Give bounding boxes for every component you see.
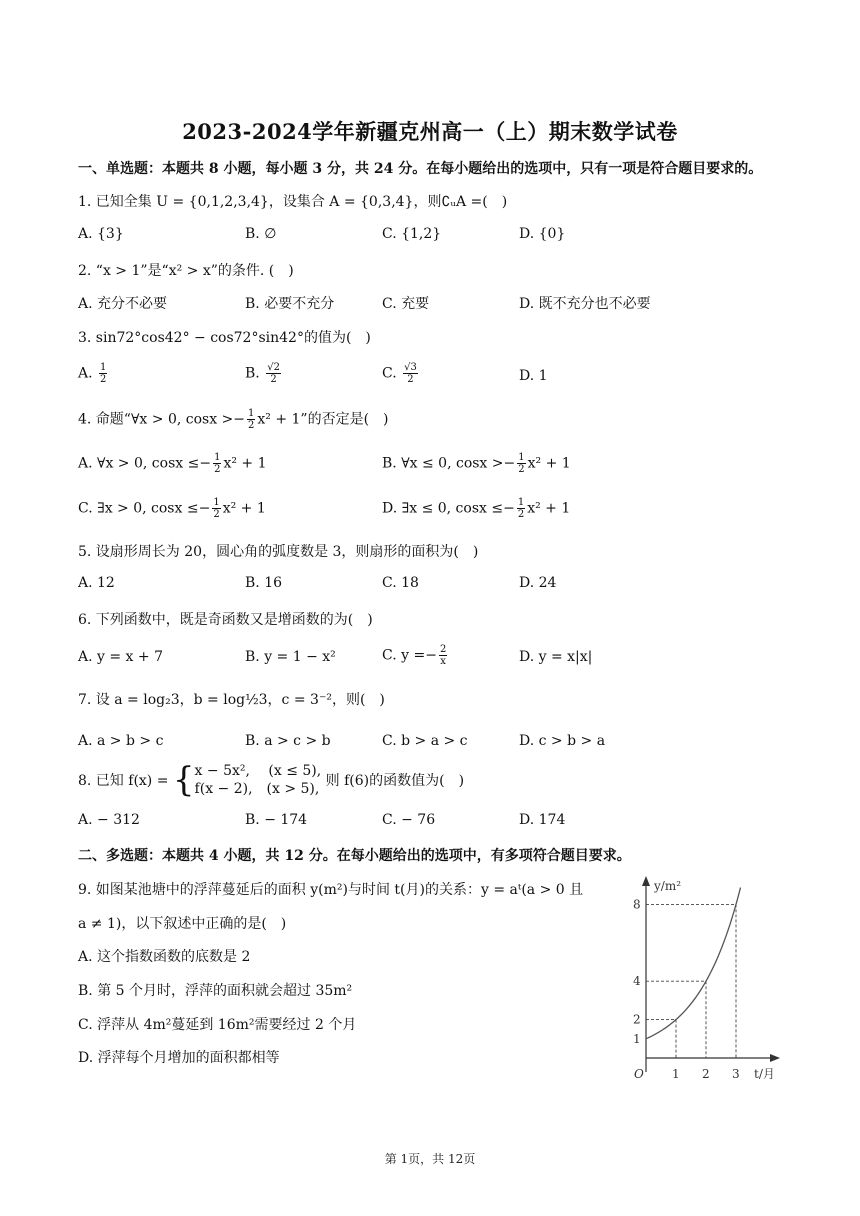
case-2: f(x − 2), (x > 5), [194, 781, 320, 797]
option-a: A. a > b > c [78, 733, 164, 749]
question-8 [78, 762, 464, 798]
denominator: 2 [518, 464, 525, 475]
page-title: 2023-2024学年新疆克州高一（上）期末数学试卷 [182, 119, 678, 144]
option-c [382, 644, 449, 667]
denominator: 2 [248, 420, 255, 431]
option-d: D. 1 [519, 368, 548, 384]
option-text: C. ∃x > 0, cosx ≤− [78, 500, 211, 517]
option-text: C. y =− [382, 647, 437, 664]
option-tail: x² + 1 [527, 455, 571, 472]
x-tick-label: 1 [672, 1067, 680, 1081]
option-a: A. 这个指数函数的底数是 2 [78, 949, 251, 965]
question-4-stem-b: x² + 1”的否定是( ) [257, 411, 389, 428]
option-text: D. ∃x ≤ 0, cosx ≤− [382, 500, 515, 517]
numerator: √2 [267, 362, 280, 373]
y-tick-label: 1 [633, 1031, 641, 1046]
option-label: A. [78, 365, 93, 382]
numerator: 2 [439, 644, 447, 655]
y-axis-label: y/m² [654, 879, 682, 893]
section-multiple-choice: 二、多选题：本题共 4 小题，共 12 分。在每小题给出的选项中，有多项符合题目要求。 [78, 848, 631, 864]
option-d: D. 浮萍每个月增加的面积都相等 [78, 1050, 280, 1066]
option-d: D. 既不充分也不必要 [519, 296, 651, 312]
fraction [517, 452, 525, 475]
y-tick-label: 2 [633, 1012, 641, 1027]
question-3: 3. sin72°cos42° − cos72°sin42°的值为( ) [78, 330, 371, 346]
x-tick-label: 3 [732, 1067, 740, 1081]
question-9-line-1: 9. 如图某池塘中的浮萍蔓延后的面积 y(m²)与时间 t(月)的关系：y = aᵗ(a > 0 且 [78, 882, 584, 898]
case-1: x − 5x², (x ≤ 5), [194, 763, 322, 779]
question-6: 6. 下列函数中，既是奇函数又是增函数的为( ) [78, 612, 373, 628]
y-axis-arrow-icon [642, 876, 650, 886]
option-a: A. − 312 [78, 812, 140, 828]
option-b: B. ∅ [245, 226, 277, 242]
option-c: C. 浮萍从 4m²蔓延到 16m²需要经过 2 个月 [78, 1017, 357, 1033]
question-7: 7. 设 a = log₂3，b = log½3，c = 3⁻²，则( ) [78, 692, 385, 708]
option-c: C. {1,2} [382, 226, 442, 242]
numerator: √3 [404, 362, 417, 373]
question-3-options [78, 362, 778, 392]
option-b: B. 第 5 个月时，浮萍的面积就会超过 35m² [78, 983, 353, 999]
fraction [213, 452, 221, 475]
section-single-choice: 一、单选题：本题共 8 小题，每小题 3 分，共 24 分。在每小题给出的选项中，只有一项是符合题目要求的。 [78, 161, 763, 177]
fraction [212, 497, 220, 520]
option-b: B. a > c > b [245, 733, 331, 749]
question-9-line-2: a ≠ 1)，以下叙述中正确的是( ) [78, 916, 287, 932]
x-axis-label: t/月 [754, 1067, 775, 1081]
option-text: A. ∀x > 0, cosx ≤− [78, 455, 212, 472]
numerator: 1 [214, 452, 221, 463]
option-d [382, 497, 570, 520]
option-c: C. 18 [382, 575, 419, 591]
question-4-stem-a: 4. 命题“∀x > 0, cosx >− [78, 411, 246, 428]
brace-icon: { [172, 760, 195, 800]
question-5: 5. 设扇形周长为 20，圆心角的弧度数是 3，则扇形的面积为( ) [78, 544, 479, 560]
option-d: D. y = x|x| [519, 649, 593, 665]
question-2: 2. “x > 1”是“x² > x”的条件. ( ) [78, 263, 294, 279]
option-c: C. − 76 [382, 812, 436, 828]
growth-curve [646, 888, 741, 1039]
question-8-stem-a: 8. 已知 f(x) = [78, 773, 169, 789]
option-a [78, 452, 266, 475]
question-4-options-row2 [78, 497, 778, 525]
question-8-options [78, 812, 778, 834]
denominator: 2 [214, 464, 221, 475]
question-4-options-row1 [78, 452, 778, 480]
question-1: 1. 已知全集 U = {0,1,2,3,4}，设集合 A = {0,3,4}，则∁ᵤA =( ) [78, 194, 508, 210]
y-tick-label: 8 [633, 897, 641, 912]
option-b: B. 16 [245, 575, 283, 591]
question-6-options [78, 644, 778, 672]
option-d: D. 24 [519, 575, 557, 591]
numerator: 1 [100, 362, 107, 373]
option-tail: x² + 1 [223, 455, 267, 472]
x-tick-label: 2 [702, 1067, 710, 1081]
denominator: 2 [213, 509, 220, 520]
option-label: C. [382, 365, 397, 382]
option-a: A. 充分不必要 [78, 296, 168, 312]
option-b: B. y = 1 − x² [245, 649, 336, 665]
option-a [78, 362, 109, 385]
option-c [382, 362, 420, 385]
option-b: B. − 174 [245, 812, 308, 828]
option-b [245, 362, 283, 385]
denominator: 2 [100, 374, 107, 385]
option-d: D. 174 [519, 812, 566, 828]
option-label: B. [245, 365, 260, 382]
option-a: A. y = x + 7 [78, 649, 163, 665]
question-2-options [78, 293, 778, 315]
piecewise-cases [195, 762, 322, 798]
denominator: 2 [270, 374, 277, 385]
origin-label: O [634, 1067, 644, 1081]
option-d: D. {0} [519, 226, 566, 242]
fraction [247, 408, 255, 431]
option-tail: x² + 1 [222, 500, 266, 517]
option-b: B. 必要不充分 [245, 296, 335, 312]
option-text: B. ∀x ≤ 0, cosx >− [382, 455, 516, 472]
denominator: 2 [407, 374, 414, 385]
option-a: A. 12 [78, 575, 115, 591]
fraction [99, 362, 107, 385]
option-c: C. 充要 [382, 296, 430, 312]
option-tail: x² + 1 [527, 500, 571, 517]
fraction [439, 644, 447, 667]
x-axis-arrow-icon [770, 1054, 780, 1062]
question-4 [78, 408, 389, 431]
numerator: 1 [517, 497, 525, 508]
question-7-options [78, 733, 778, 755]
option-c [78, 497, 266, 520]
numerator: 1 [248, 408, 255, 419]
exponential-growth-graph [616, 872, 786, 1084]
denominator: 2 [517, 509, 525, 520]
question-5-options [78, 575, 778, 597]
y-tick-label: 4 [633, 974, 641, 989]
fraction [403, 362, 418, 385]
question-1-options [78, 226, 778, 248]
question-8-stem-b: 则 f(6)的函数值为( ) [325, 773, 465, 789]
option-c: C. b > a > c [382, 733, 468, 749]
page-footer: 第 1页，共 12页 [384, 1152, 476, 1166]
fraction [517, 497, 525, 520]
option-a: A. {3} [78, 226, 124, 242]
numerator: 1 [518, 452, 525, 463]
option-b [382, 452, 571, 475]
numerator: 1 [213, 497, 220, 508]
denominator: x [440, 656, 446, 667]
option-d: D. c > b > a [519, 733, 606, 749]
fraction [266, 362, 281, 385]
